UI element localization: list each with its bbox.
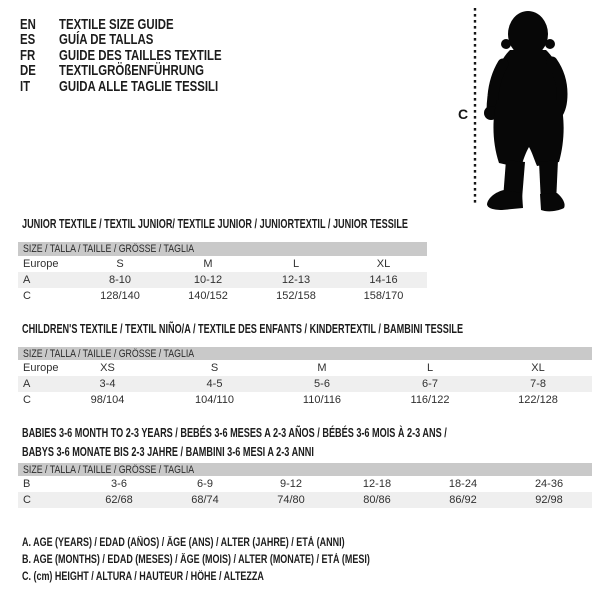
lang-row-en — [20, 17, 273, 32]
size-cell: 14-16 — [340, 272, 427, 288]
table-row — [18, 476, 592, 492]
size-cell: 140/152 — [188, 290, 228, 302]
lang-code: DE — [20, 62, 36, 80]
table-row — [18, 256, 427, 272]
row-label: C — [23, 394, 31, 406]
lang-title: GUIDA ALLE TAGLIE TESSILI — [59, 77, 219, 95]
size-cell: S — [116, 258, 124, 270]
size-cell: 104/110 — [195, 394, 234, 406]
size-header-row — [18, 347, 592, 360]
size-cell: 122/128 — [518, 394, 558, 406]
table-row — [18, 392, 592, 408]
row-label: Europe — [23, 258, 59, 270]
table-row — [18, 288, 427, 304]
junior-table-title: JUNIOR TEXTILE / TEXTIL JUNIOR/ TEXTILE JUNIOR / JUNIORTEXTIL / JUNIOR TESSILE — [22, 217, 409, 231]
footnotes-block — [22, 535, 468, 587]
size-header-cell: SIZE / TALLA / TAILLE / GRÖSSE / TAGLIA — [18, 463, 592, 476]
size-cell: 80/86 — [334, 492, 420, 508]
size-cell: 3-4 — [54, 376, 161, 392]
size-cell: 6-7 — [376, 376, 484, 392]
size-cell: 6-9 — [197, 478, 213, 490]
children-size-table — [18, 347, 592, 408]
children-table-title: CHILDREN'S TEXTILE / TEXTIL NIÑO/A / TEXTILE DES ENFANTS / KINDERTEXTIL / BAMBINI TESSILE — [22, 322, 464, 336]
lang-title: TEXTILGRÖßENFÜHRUNG — [59, 62, 205, 80]
size-cell: 5-6 — [268, 376, 376, 392]
size-cell: 18-24 — [448, 478, 478, 490]
size-cell: 92/98 — [506, 492, 592, 508]
size-cell: XL — [531, 362, 545, 374]
lang-row-fr — [20, 48, 273, 63]
size-cell: 12-18 — [362, 478, 392, 490]
size-cell: 158/170 — [363, 290, 404, 302]
size-cell: 68/74 — [162, 492, 248, 508]
junior-size-table — [18, 242, 427, 304]
lang-title: TEXTILE SIZE GUIDE — [59, 16, 174, 33]
footnote-a: A. AGE (YEARS) / EDAD (AÑOS) / ÂGE (ANS) / ALTER (JAHRE) / ETÀ (ANNI) — [22, 537, 345, 549]
size-cell: M — [203, 258, 213, 270]
lang-code: ES — [20, 31, 36, 49]
footnote-c: C. (cm) HEIGHT / ALTURA / HAUTEUR / HÖHE / ALTEZZA — [22, 571, 264, 584]
size-cell: 7-8 — [484, 376, 592, 392]
lang-row-de — [20, 63, 273, 78]
row-label: A — [18, 376, 54, 392]
lang-code: EN — [20, 16, 36, 33]
row-label: A — [18, 272, 76, 288]
size-header-cell: SIZE / TALLA / TAILLE / GRÖSSE / TAGLIA — [18, 347, 592, 360]
lang-code: FR — [20, 46, 36, 64]
lang-title: GUÍA DE TALLAS — [59, 31, 154, 49]
lang-row-es — [20, 32, 273, 47]
lang-row-it — [20, 79, 273, 94]
size-header-row — [18, 242, 427, 256]
height-measure-label: C — [458, 106, 469, 122]
size-cell: XS — [100, 362, 115, 374]
row-label: C — [18, 492, 76, 508]
size-header-row — [18, 463, 592, 476]
size-cell: 8-10 — [76, 272, 164, 288]
size-cell: 128/140 — [100, 290, 140, 302]
babies-table-title: BABIES 3-6 MONTH TO 2-3 YEARS / BEBÉS 3-6 MESES A 2-3 AÑOS / BÉBÉS 3-6 MOIS À 2-3 ANS / BABYS 3-6 MONATE BIS 2-3 JAHRE / BAMBINI 3-6 MESI A 2-3 ANNI — [22, 426, 447, 459]
babies-size-table — [18, 463, 592, 508]
size-cell: 12-13 — [252, 272, 340, 288]
size-cell: S — [210, 362, 219, 374]
row-label: Europe — [23, 362, 59, 374]
size-cell: 9-12 — [279, 478, 303, 490]
row-label: B — [23, 478, 31, 490]
size-cell: XL — [376, 258, 391, 270]
lang-title: GUIDE DES TAILLES TEXTILE — [59, 46, 222, 64]
size-cell: 110/116 — [302, 394, 342, 406]
language-title-block — [20, 17, 273, 94]
size-cell: 74/80 — [248, 492, 334, 508]
size-cell: L — [426, 362, 434, 374]
size-header-cell: SIZE / TALLA / TAILLE / GRÖSSE / TAGLIA — [18, 242, 427, 256]
size-cell: 62/68 — [76, 492, 162, 508]
size-cell: 24-36 — [534, 478, 564, 490]
size-cell: 86/92 — [420, 492, 506, 508]
table-row — [18, 376, 592, 392]
size-cell: 152/158 — [276, 290, 316, 302]
size-cell: 116/122 — [410, 394, 450, 406]
size-cell: L — [292, 258, 300, 270]
lang-code: IT — [20, 77, 31, 95]
row-label: C — [23, 290, 31, 302]
table-row — [18, 360, 592, 376]
baby-silhouette-figure — [450, 0, 598, 218]
toddler-silhouette — [484, 11, 565, 211]
size-cell: 3-6 — [111, 478, 127, 490]
size-cell: M — [317, 362, 327, 374]
size-cell: 10-12 — [164, 272, 252, 288]
size-cell: 98/104 — [90, 394, 125, 406]
table-row — [18, 272, 427, 288]
table-row — [18, 492, 592, 508]
footnote-b: B. AGE (MONTHS) / EDAD (MESES) / ÂGE (MOIS) / ALTER (MONATE) / ETÀ (MESI) — [22, 554, 370, 567]
size-cell: 4-5 — [161, 376, 268, 392]
